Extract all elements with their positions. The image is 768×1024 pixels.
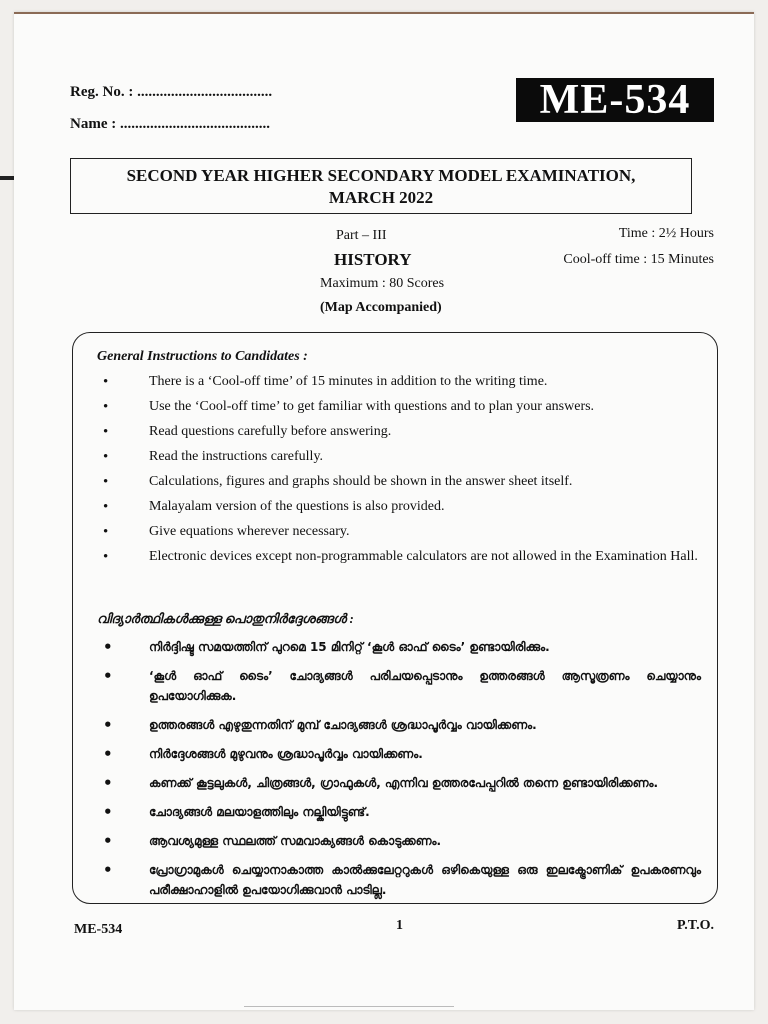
instruction-item-ml: • ചോദ്യങ്ങൾ മലയാളത്തിലും നല്കിയിട്ടുണ്ട്.	[103, 802, 701, 822]
instruction-item-ml: • ‘കൂൾ ഓഫ് ടൈം’ ചോദ്യങ്ങൾ പരിചയപ്പെടാനും ഉത്തരങ്ങൾ ആസൂത്രണം ചെയ്യാനും ഉപയോഗിക്കുക.	[103, 666, 701, 706]
footer-paper-code: ME-534	[74, 922, 123, 937]
instruction-item: • There is a ‘Cool-off time’ of 15 minutes in addition to the writing time.	[103, 373, 701, 391]
exam-time: Time : 2½ Hours	[618, 226, 714, 241]
cool-off-time: Cool-off time : 15 Minutes	[563, 252, 714, 267]
instructions-list-ml	[103, 637, 701, 909]
instruction-item-ml: • ഉത്തരങ്ങൾ എഴുതുന്നതിന് മുമ്പ് ചോദ്യങ്ങൾ ശ്രദ്ധാപൂർവ്വം വായിക്കണം.	[103, 715, 701, 735]
instruction-item: • Malayalam version of the questions is also provided.	[103, 498, 701, 516]
exam-title-line1: SECOND YEAR HIGHER SECONDARY MODEL EXAMINATION,	[126, 166, 636, 185]
instruction-item-ml: • ആവശ്യമുള്ള സ്ഥലത്ത് സമവാക്യങ്ങൾ കൊടുക്കണം.	[103, 831, 701, 851]
page-number: 1	[396, 918, 403, 933]
instructions-heading-en: General Instructions to Candidates :	[97, 349, 308, 364]
instruction-item: • Electronic devices except non-programmable calculators are not allowed in the Examination Hall.	[103, 548, 701, 566]
exam-subject: HISTORY	[334, 250, 412, 269]
instructions-box	[72, 332, 718, 904]
instruction-item-ml: • നിർദ്ദിഷ്ട സമയത്തിന് പുറമെ 15 മിനിറ്റ് ‘കൂൾ ഓഫ് ടൈം’ ഉണ്ടായിരിക്കും.	[103, 637, 701, 657]
instruction-item: • Give equations wherever necessary.	[103, 523, 701, 541]
reg-no-field: Reg. No. : ....................................	[70, 84, 273, 100]
page-bottom-rule	[244, 1006, 454, 1007]
instruction-item: • Calculations, figures and graphs should be shown in the answer sheet itself.	[103, 473, 701, 491]
instruction-item: • Use the ‘Cool-off time’ to get familiar with questions and to plan your answers.	[103, 398, 701, 416]
paper-code-badge: ME-534	[516, 78, 714, 122]
instruction-item-ml: • പ്രോഗ്രാമുകൾ ചെയ്യാനാകാത്ത കാൽക്കുലേറ്ററുകൾ ഒഴികെയുള്ള ഒരു ഇലക്ട്രോണിക് ഉപകരണവും പരീക്ഷാഹാളിൽ ഉപയോഗിക്കുവാൻ പാടില്ല.	[103, 860, 701, 900]
exam-page	[14, 12, 754, 1010]
instructions-list-en	[103, 373, 701, 573]
instruction-item-ml: • കണക്ക് കൂട്ടലുകൾ, ചിത്രങ്ങൾ, ഗ്രാഫുകൾ, എന്നിവ ഉത്തരപേപ്പറിൽ തന്നെ ഉണ്ടായിരിക്കണം.	[103, 773, 701, 793]
exam-title-line2: MARCH 2022	[328, 188, 434, 207]
pto-label: P.T.O.	[677, 918, 714, 933]
instruction-item: • Read the instructions carefully.	[103, 448, 701, 466]
max-scores: Maximum : 80 Scores	[320, 276, 445, 291]
exam-title-box	[70, 158, 692, 214]
name-field: Name : ........................................	[70, 116, 270, 132]
instructions-heading-ml: വിദ്യാർത്ഥികൾക്കുള്ള പൊതുനിർദ്ദേശങ്ങൾ :	[97, 611, 354, 626]
instruction-item: • Read questions carefully before answering.	[103, 423, 701, 441]
map-note: (Map Accompanied)	[320, 300, 442, 315]
exam-part: Part – III	[336, 228, 387, 243]
instruction-item-ml: • നിർദ്ദേശങ്ങൾ മുഴുവനും ശ്രദ്ധാപൂർവ്വം വായിക്കണം.	[103, 744, 701, 764]
